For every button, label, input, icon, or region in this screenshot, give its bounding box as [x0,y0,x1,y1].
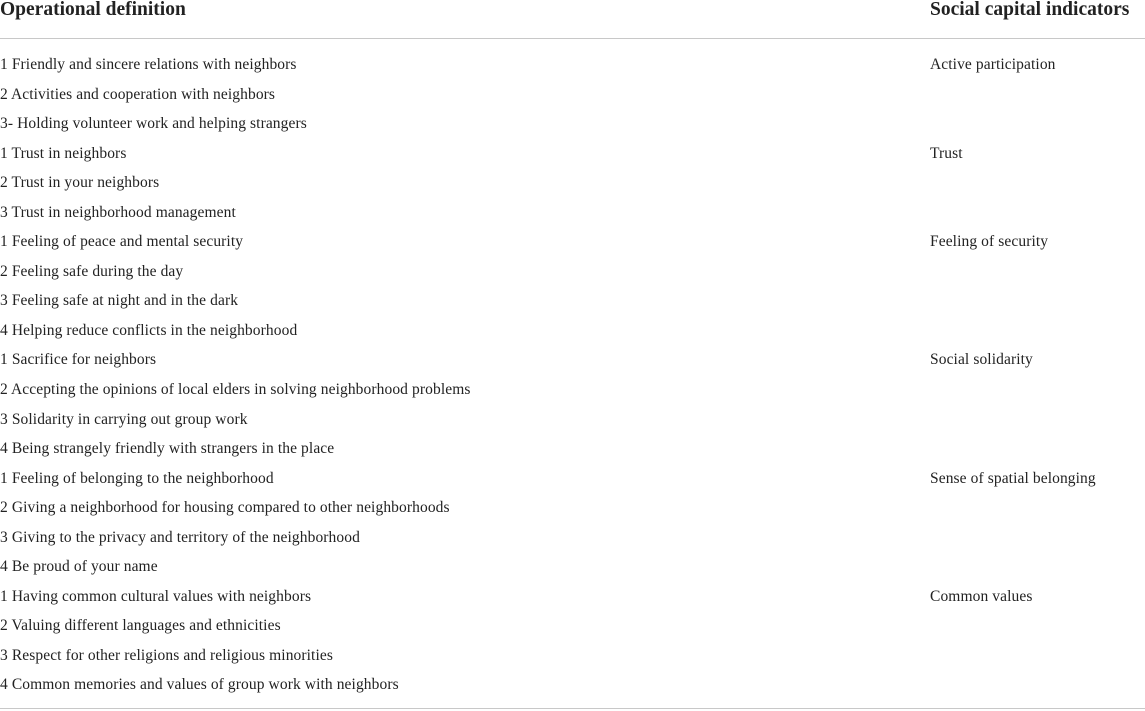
column-header-social-capital-indicators: Social capital indicators [930,0,1130,20]
operational-definition-cell: 2 Trust in your neighbors [0,174,160,192]
table-row [0,375,1145,405]
table-row [0,493,1145,523]
table-row [0,582,1145,612]
table-row [0,523,1145,553]
table-bottom-rule [0,708,1145,709]
operational-definition-cell: 4 Helping reduce conflicts in the neighborhood [0,321,298,339]
social-capital-indicator-cell: Sense of spatial belonging [930,469,1096,487]
table-row [0,50,1145,80]
table-row [0,641,1145,671]
operational-definition-cell: 4 Be proud of your name [0,558,158,576]
operational-definition-cell: 2 Valuing different languages and ethnicities [0,617,281,635]
social-capital-indicator-cell: Social solidarity [930,351,1033,369]
operational-definition-cell: 2 Accepting the opinions of local elders in solving neighborhood problems [0,381,471,399]
table-row [0,670,1145,700]
table-row [0,80,1145,110]
social-capital-indicator-cell: Trust [930,144,963,162]
table-row [0,109,1145,139]
operational-definition-cell: 3 Feeling safe at night and in the dark [0,292,239,310]
table-row [0,464,1145,494]
table-row [0,227,1145,257]
operational-definition-cell: 4 Being strangely friendly with strangers in the place [0,440,335,458]
table-row [0,198,1145,228]
operational-definition-cell: 3- Holding volunteer work and helping strangers [0,115,307,133]
operational-definition-cell: 2 Giving a neighborhood for housing compared to other neighborhoods [0,499,450,517]
operational-definition-cell: 3 Solidarity in carrying out group work [0,410,248,428]
operational-definition-cell: 2 Activities and cooperation with neighbors [0,85,276,103]
table-row [0,434,1145,464]
operational-definition-cell: 1 Friendly and sincere relations with neighbors [0,56,297,73]
column-header-operational-definition: Operational definition [0,0,186,20]
table-row [0,257,1145,287]
operational-definition-cell: 1 Sacrifice for neighbors [0,351,157,369]
operational-definition-cell: 3 Respect for other religions and religious minorities [0,646,333,664]
social-capital-indicator-cell: Active participation [930,56,1056,73]
social-capital-indicator-cell: Feeling of security [930,233,1049,251]
operational-definition-cell: 1 Feeling of peace and mental security [0,233,244,251]
operational-definition-cell: 1 Trust in neighbors [0,144,127,162]
operational-definition-cell: 1 Having common cultural values with neighbors [0,587,312,605]
operational-definition-cell: 4 Common memories and values of group work with neighbors [0,676,399,694]
table-header [0,0,1145,39]
table-row [0,286,1145,316]
operational-definition-cell: 1 Feeling of belonging to the neighborhood [0,469,274,487]
table-body [0,50,1145,700]
table-row [0,168,1145,198]
table-row [0,611,1145,641]
table-row [0,139,1145,169]
table-row [0,552,1145,582]
table-row [0,316,1145,346]
table-row [0,405,1145,435]
operational-definition-cell: 3 Giving to the privacy and territory of the neighborhood [0,528,360,546]
table-row [0,345,1145,375]
operational-definition-cell: 3 Trust in neighborhood management [0,203,236,221]
operational-definition-cell: 2 Feeling safe during the day [0,262,184,280]
social-capital-indicator-cell: Common values [930,587,1033,605]
